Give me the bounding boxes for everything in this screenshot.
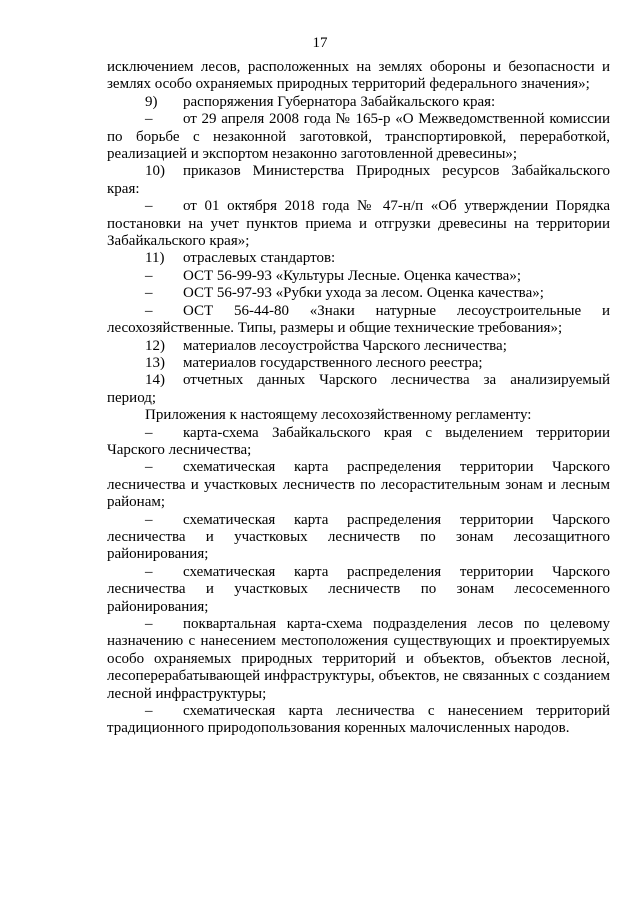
list-dash: – <box>145 511 153 528</box>
paragraph <box>107 703 610 738</box>
list-number: 12) <box>145 337 165 354</box>
paragraph-text: отчетных данных Чарского лесничества за анализируемый период; <box>107 372 610 406</box>
document-body <box>107 59 610 738</box>
list-number: 13) <box>145 354 165 371</box>
list-dash: – <box>145 616 153 632</box>
list-dash: – <box>145 267 153 284</box>
list-dash: – <box>145 563 153 580</box>
paragraph-text: материалов лесоустройства Чарского лесничества; <box>183 337 507 354</box>
page-number: 17 <box>312 35 328 51</box>
list-number: 9) <box>145 93 158 110</box>
paragraph <box>107 355 610 372</box>
paragraph-text: ОСТ 56-44-80 «Знаки натурные лесоустроительные и лесохозяйственные. Типы, размеры и общие технические требования»; <box>107 302 610 337</box>
paragraph <box>107 94 610 111</box>
paragraph <box>107 338 610 355</box>
paragraph-text: схематическая карта распределения территории Чарского лесничества и участковых лесничеств по лесорастительным зонам и лесным районам; <box>107 459 610 511</box>
list-dash: – <box>145 302 153 319</box>
paragraph <box>107 285 610 302</box>
list-dash: – <box>145 111 153 128</box>
list-number: 11) <box>145 250 165 267</box>
paragraph-text: карта-схема Забайкальского края с выделением территории Чарского лесничества; <box>107 424 610 458</box>
list-dash: – <box>145 424 153 441</box>
list-number: 10) <box>145 163 165 180</box>
paragraph-text: схематическая карта лесничества с нанесением территорий традиционного природопользования коренных малочисленных народов. <box>107 703 610 737</box>
paragraph <box>107 372 610 407</box>
paragraph-text: от 29 апреля 2008 года № 165-р «О Межведомственной комиссии по борьбе с незаконной заготовкой, транспортировкой, переработкой, реализацией и экспортом незаконно заготовленной древесины»; <box>107 111 610 163</box>
list-dash: – <box>145 459 153 476</box>
paragraph-text: приказов Министерства Природных ресурсов Забайкальского края: <box>107 163 610 197</box>
paragraph <box>107 564 610 616</box>
paragraph-text: материалов государственного лесного реестра; <box>183 354 483 371</box>
list-number: 14) <box>145 372 165 389</box>
paragraph <box>107 425 610 460</box>
list-dash: – <box>145 285 153 302</box>
paragraph <box>107 616 610 703</box>
list-dash: – <box>145 198 153 215</box>
paragraph <box>107 512 610 564</box>
paragraph-text: Приложения к настоящему лесохозяйственному регламенту: <box>145 407 532 424</box>
paragraph <box>107 268 610 285</box>
paragraph <box>107 59 610 94</box>
paragraph <box>107 459 610 511</box>
paragraph-text: распоряжения Губернатора Забайкальского края: <box>183 93 496 110</box>
paragraph-text: ОСТ 56-97-93 «Рубки ухода за лесом. Оценка качества»; <box>183 285 544 302</box>
paragraph-text: схематическая карта распределения территории Чарского лесничества и участковых лесничеств по зонам лесосеменного районирования; <box>107 563 610 615</box>
paragraph-text: поквартальная карта-схема подразделения лесов по целевому назначению с нанесением местоположения существующих и проектируемых особо охраняемых природных территорий и объектов, объектов лесной, лесоперерабатывающей инфраструктуры, объектов, не связанных с созданием лесной инфраструктуры; <box>107 616 610 702</box>
paragraph <box>107 111 610 163</box>
paragraph <box>107 250 610 267</box>
paragraph-text: схематическая карта распределения территории Чарского лесничества и участковых лесничеств по зонам лесозащитного районирования; <box>107 511 610 563</box>
paragraph <box>107 407 610 424</box>
paragraph <box>107 303 610 338</box>
paragraph-text: отраслевых стандартов: <box>183 250 336 267</box>
paragraph-text: ОСТ 56-99-93 «Культуры Лесные. Оценка качества»; <box>183 267 521 284</box>
paragraph-text: от 01 октября 2018 года № 47-н/п «Об утверждении Порядка постановки на учет пунктов приема и отгрузки древесины на территории Забайкальского края»; <box>107 198 610 250</box>
list-dash: – <box>145 703 153 720</box>
paragraph <box>107 163 610 198</box>
paragraph-text: исключением лесов, расположенных на землях обороны и безопасности и землях особо охраняемых природных территорий федерального значения»; <box>107 59 610 93</box>
paragraph <box>107 198 610 250</box>
